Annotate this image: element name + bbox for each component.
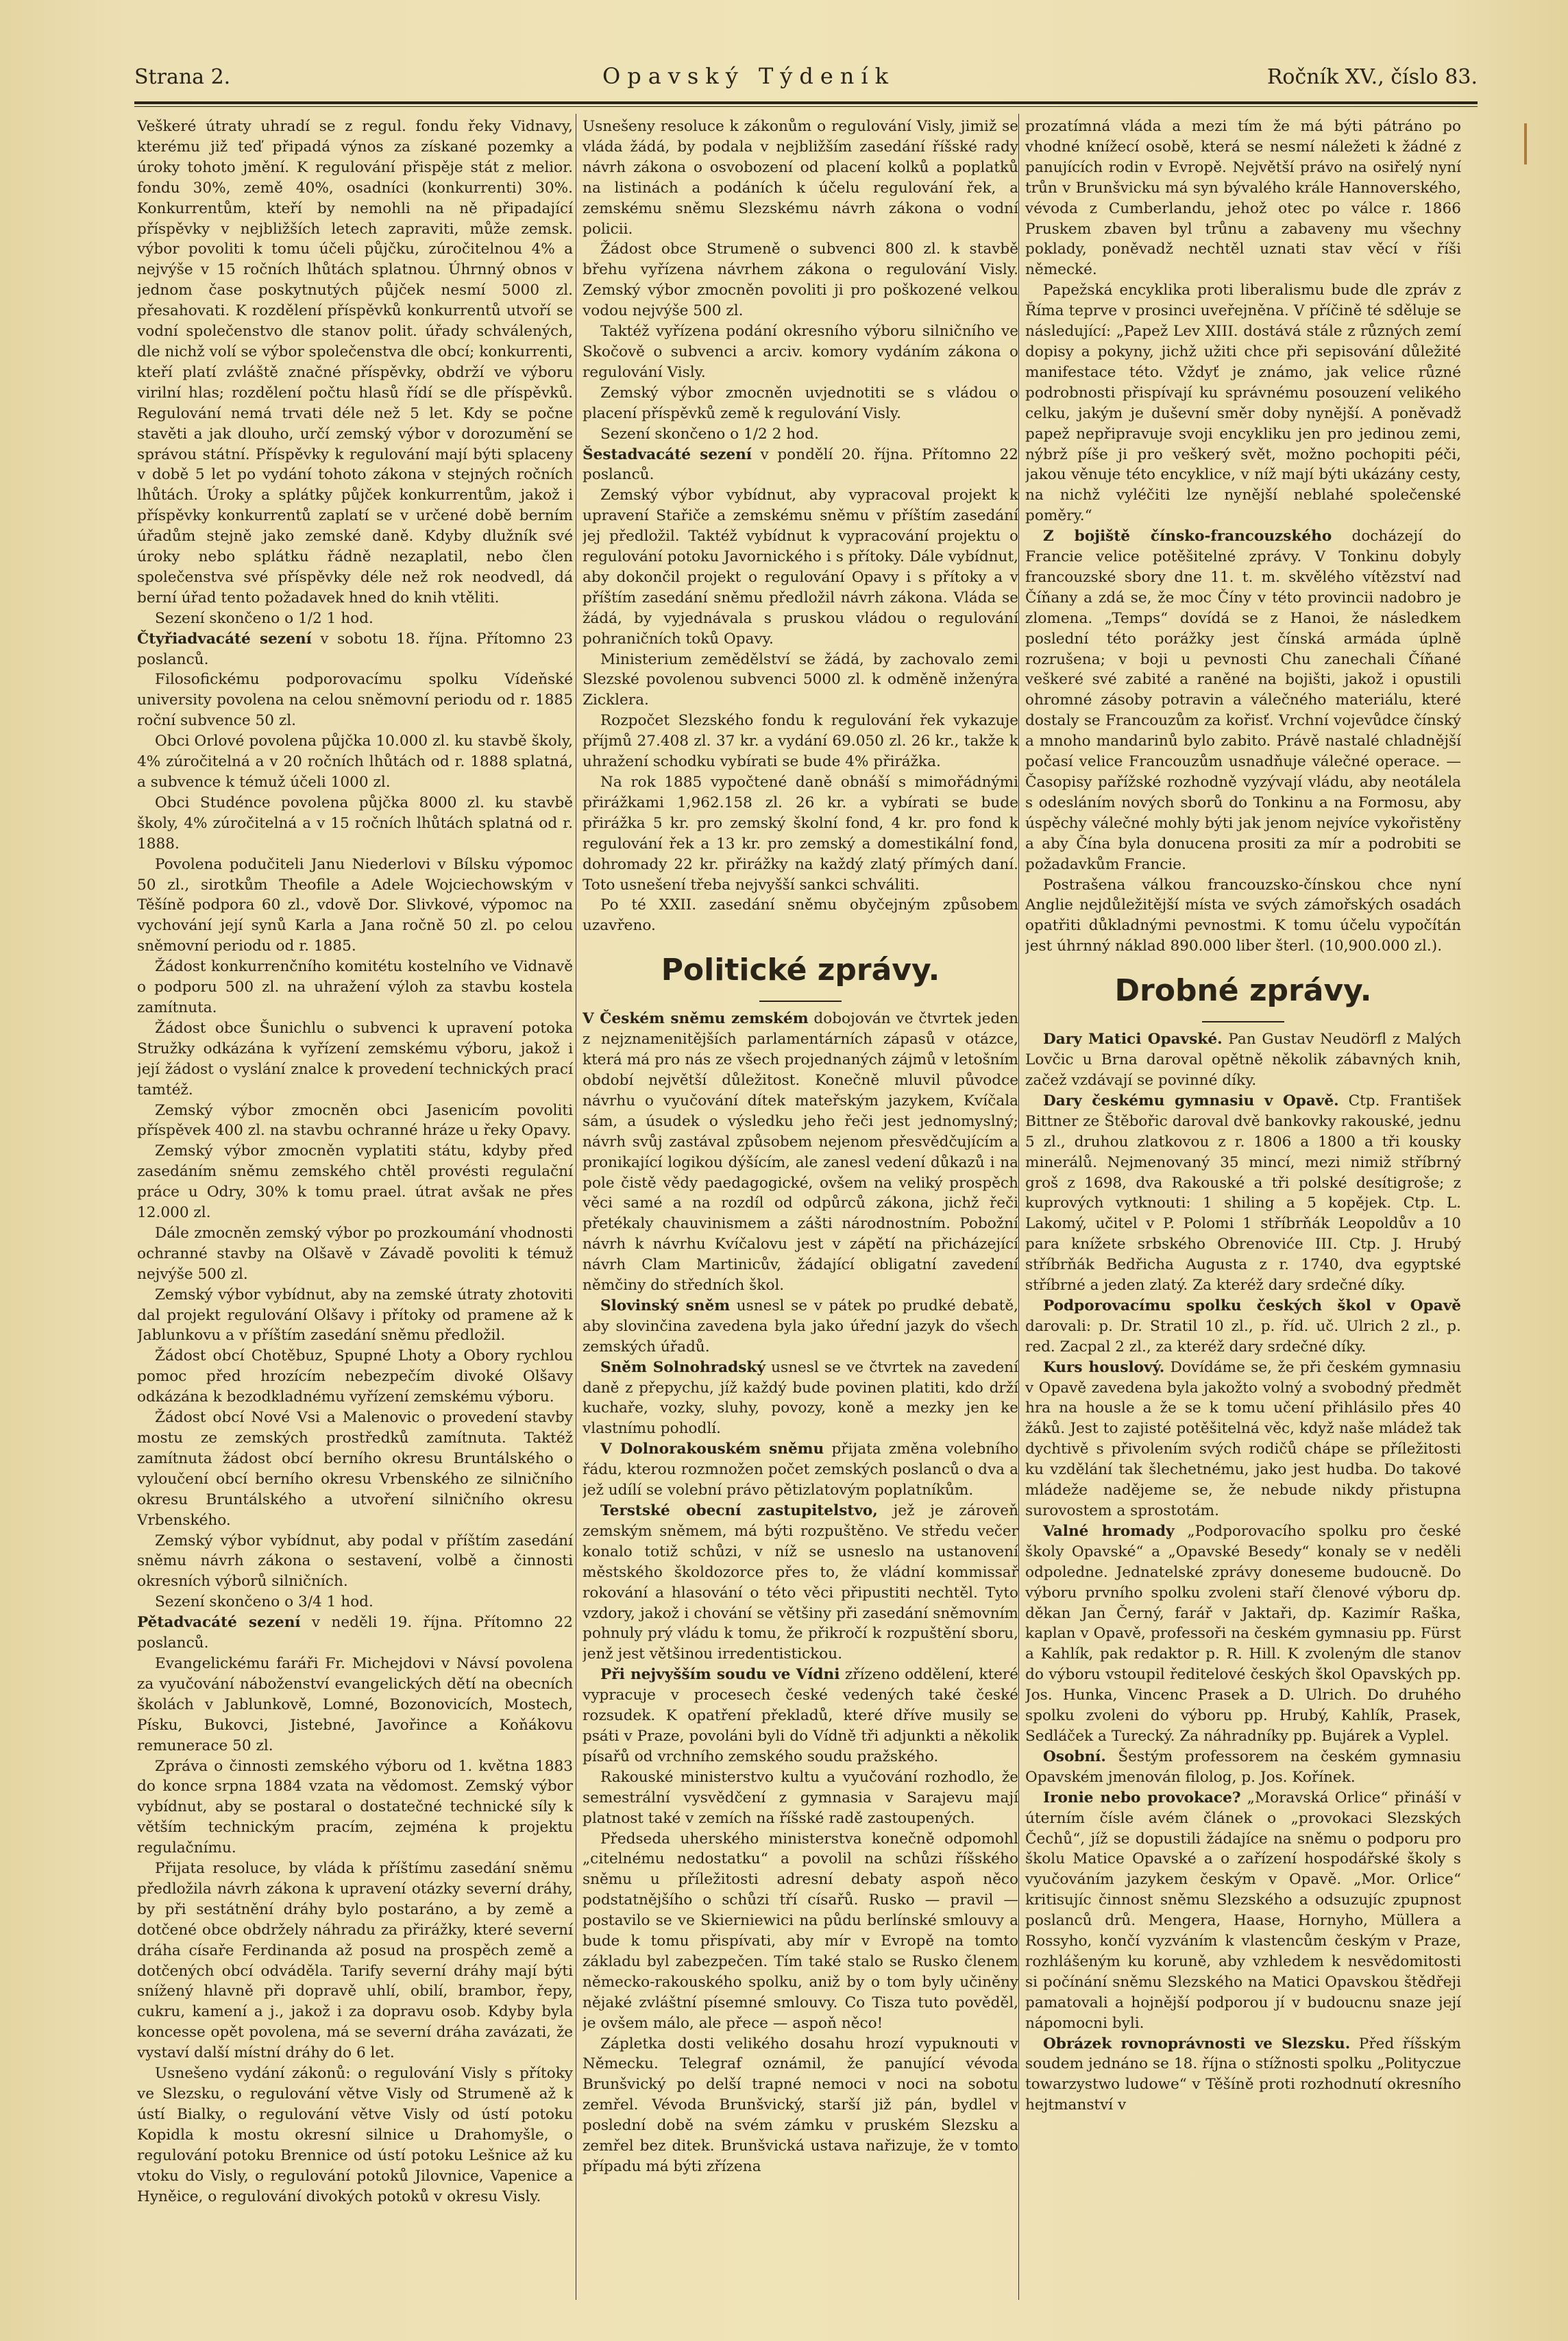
paragraph-text: prozatímná vláda a mezi tím že má býti pátráno po vhodné knížecí osobě, která se nesmí náležeti k žádné z panujících rodin v Evropě. Největší právo na osiřelý nyní trůn v Brunšvicku má syn bývalého krále Hannoverského, vévoda z Cumberlandu, jehož otec po válce r. 1866 Pruskem zbaven byl trůnu a zabaveny mu všechny poklady, poněvadž nechtěl uznati stav věcí v říši německé. [1025,118,1461,279]
paragraph-text: Na rok 1885 vypočtené daně obnáší s mimořádnými přirážkami 1,962.158 zl. 26 kr. a vybírati se bude přirážka 5 kr. pro zemský školní fond, 4 kr. pro fond k regulování řek a 13 kr. pro zemský a domestikální fond, dohromady 22 kr. přirážky na každý zlatý přímých daní. Toto usnešení třeba nejvyšší sankci schváliti. [583,774,1018,894]
paragraph [137,609,573,629]
paragraph [583,1501,1018,1665]
paragraph [583,1439,1018,1501]
paragraph-lead: Obrázek rovnoprávnosti ve Slezsku. [1043,2035,1351,2052]
margin-stain [1524,123,1527,164]
paragraph-text: Veškeré útraty uhradí se z regul. fondu řeky Vidnavy, kterému již teď připadá výnos za získané pozemky a úroky tohoto jmění. K regulování přispěje stát z melior. fondu 30%, země 40%, osadníci (konkurrenti) 30%. Konkurrentům, kteří by nemohli na ně připadající příspěvky v nejbližších letech zapraviti, může zemsk. výbor povoliti k tomu účeli půjčku, zúročitelnou 4% a nejvýše v 15 ročních lhůtách splatnou. Úhrnný obnos v jednom čase poskytnutých půjček nesmí 5000 zl. přesahovati. K rozdělení příspěvků konkurrentů utvoří se vodní společenstvo dle stanov polit. úřady schválených, dle nichž volí se výbor společenstva dle obcí; konkurrenti, kteří platí zvláště značné příspěvky, obdrží ve výboru virilní hlas; rozdělení počtu hlasů řídí se dle příspěvků. Regulování nemá trvati déle než 5 let. Kdy se počne stavěti a jak dlouho, určí zemský výbor v dorozumění se správou státní. Příspěvky k regulování mají býti splaceny v době 5 let po vydání tohoto zákona v stejných ročních lhůtách. Úroky a splátky půjček konkurrentům, jakož i příspěvky konkurrentů zaplatí se v určené době berním úřadům stejně jako zemské daně. Kdyby dlužník své úroky nebo splátku řádně nezaplatil, nebo člen společenstva své příspěvky déle než rok neodvedl, dá berní úřad tento požadavek hned do knih vtěliti. [137,118,573,606]
column-2 [583,117,1018,2309]
paragraph-text: usnesl se ve čtvrtek na zavedení daně z přepychu, jíž každý bude povinen platiti, kdo drží kuchaře, vozky, sluhy, povozy, koně a mezky jen ke vlastnímu pohodlí. [583,1358,1018,1438]
paragraph-lead: Kurs houslový. [1043,1358,1165,1376]
paragraph [137,1654,573,1756]
paragraph [583,1009,1018,1296]
paragraph-text: Zemský výbor vybídnut, aby podal v příštím zasedání sněmu návrh zákona o sestavení, volbě a činnosti okresních výborů silničních. [137,1532,573,1591]
section-rule [1202,1021,1284,1022]
paragraph [137,793,573,855]
paragraph-lead: Při nejvyšším soudu ve Vídni [600,1666,840,1684]
paragraph-text: Dále zmocněn zemský výbor po prozkoumání vhodnosti ochranné stavby na Olšavě v Závadě povoliti k témuž nejvýše 500 zl. [137,1224,573,1283]
paragraph-text: Žádost obce Strumeně o subvenci 800 zl. k stavbě břehu vyřízena návrhem zákona o regulování Visly. Zemský výbor zmocněn povoliti ji pro poškozené velkou vodou nejvýše 500 zl. [583,241,1018,320]
paragraph [1025,1029,1461,1091]
paragraph [583,383,1018,424]
paragraph-text: Evangelickému faráři Fr. Michejdovi v Návsí povolena za vyučování náboženství evangelických dětí na obecních školách v Jablunkově, Lomné, Bozonovicích, Mostech, Písku, Bukovci, Jistebné, Javořince a Koňákovu remunerace 50 zl. [137,1654,573,1754]
paragraph-text: Sezení skončeno o 1/2 2 hod. [600,425,819,443]
paragraph-lead: Šestadvacáté sezení [583,445,752,463]
paragraph-lead: Pětadvacáté sezení [137,1614,301,1632]
paragraph-text: Předseda uherského ministerstva konečně odpomohl „citelnému nedostatku“ a povolil na schůzi říšského sněmu u příležitosti adresní debaty aspoň něco podstatnějšího o schůzi tří císařů. Rusko — pravil — postavilo se ve Skierniewici na půdu berlínské smlouvy a bude k tomu přispívati, aby mír v Evropě na tomto základu byl zabezpečen. Tím také stalo se Rusko členem německo-rakouského spolku, aniž by o tom byly učiněny nějaké zvláštní písemné smlouvy. Co Tisza tuto pověděl, je ovšem málo, ale přece — aspoň něco! [583,1830,1018,2032]
paragraph [1025,117,1461,280]
paragraph-text: Pan Gustav Neudörfl z Malých Lovčic u Brna daroval opětně několik zábavných knih, začež vzdávají se povinné díky. [1025,1031,1461,1089]
paragraph [583,445,1018,486]
paragraph-text: Před říšským soudem jednáno se 18. října o stížnosti spolku „Polityczue towarzystwo ludowe“ v Těšíně proti rozhodnutí okresního hejtmanství v [1025,2035,1461,2114]
paragraph-text: Šestým professorem na českém gymnasiu Opavském jmenován filolog, p. Jos. Kořínek. [1025,1748,1461,1786]
paragraph-text: „Podporovacího spolku pro české školy Opavské“ a „Opavské Besedy“ konaly se v neděli odpoledne. Jednatelské zprávy doneseme budoucně. Do výboru prvního spolku zvoleni staří členové výboru dp. děkan Jan Černý, farář v Jaktaři, dp. Kazimír Raška, kaplan v Opavě, professoři na českém gymnasiu pp. Fürst a Kahlík, pak redaktor p. R. Hill. K zvoleným dle stanov do výboru vstoupil ředitelové českých škol Opavských pp. Jos. Hunka, Vincenc Prasek a D. Ulrich. Do druhého spolku zvoleni do výboru pp. Hrubý, Kahlík, Prasek, Sedláček a Turecký. Za náhradníky pp. Bujárek a Vyplel. [1025,1522,1461,1745]
paragraph-text: Zemský výbor vybídnut, aby vypracoval projekt k upravení Stařiče a zemskému sněmu v příštím zasedání jej předložil. Taktéž vybídnut k vypracování projektu o regulování potoku Javornického i s přítoky. Dále vybídnut, aby dokončil projekt o regulování Opavy i s přítoky a v příštím zasedání sněmu předložil návrh zákona. Vláda se žádá, by vyjednávala s pruskou vládou o regulování pohraničních toků Opavy. [583,487,1018,648]
paragraph-lead: Valné hromady [1043,1522,1175,1540]
paragraph-text: docházejí do Francie velice potěšitelné zprávy. V Tonkinu dobyly francouzské sbory dne 11. t. m. skvělého vítězství nad Číňany a zdá se, že moc Číny v této provincii nadobro je zlomena. „Temps“ dovídá se z Hanoi, že následkem poslední této porážky jest čínská armáda úplně rozrušena; v boji u pevnosti Chu zanechali Číňané veškeré své zabité a raněné na bojišti, jakož i opustili ohromné zásoby potravin a válečného materiálu, které dostaly se Francouzům za kořisť. Vrchní vojevůdce čínský a mnoho mandarinů bylo zabito. Právě nastalé chladnější počasí velice Francouzům usnadňuje válečné operace. — Časopisy pařížské rozhodně vyzývají vládu, aby neotálela s odesláním nových sborů do Tonkinu a na Formosu, aby úspěchy válečné mohly býti jak jenom nejvíce vykořistěny a aby Čína byla donucena prositi za mír a podrobiti se požadavkům Francie. [1025,528,1461,873]
paragraph [137,1018,573,1101]
paragraph-lead: Dary českému gymnasiu v Opavě. [1043,1092,1339,1110]
paragraph-text: Zpráva o činnosti zemského výboru od 1. května 1883 do konce srpna 1884 vzata na vědomost. Zemský výbor vybídnut, aby se postaral o dostatečné technické síly k větším technickým pracím, zejména k projektu regulačnímu. [137,1757,573,1857]
paragraph [583,1358,1018,1440]
paragraph-text: Rozpočet Slezského fondu k regulování řek vykazuje příjmů 27.408 zl. 37 kr. a vydání 69.050 zl. 26 kr., takže k uhražení schodku vybírati se bude 4% přirážka. [583,712,1018,771]
column-divider [1018,114,1019,2300]
paragraph-text: zřízeno oddělení, které vypracuje v procesech české vedených také české rozsudek. K opatření překladů, které dříve musily se psáti v Praze, povoláni byli do Vídně tři adjunkti a několik písařů od vrchního zemského soudu pražského. [583,1666,1018,1765]
paragraph [583,895,1018,936]
paragraph-text: Žádost obce Šunichlu o subvenci k upravení potoka Stružky odkázána k vyřízení zemskému výboru, jakož i její žádost o vyslání znalce k provedení technických prací tamtéž. [137,1019,573,1099]
paragraph [1025,280,1461,526]
article-sessions [137,117,573,2207]
paragraph-text: Žádost obcí Nové Vsi a Malenovic o provedení stavby mostu ze zemských prostředků zamítnuta. Taktéž zamítnuta žádost obcí berního okresu Bruntálského o vyloučení obcí berního okresu Vrbenského ze silničního okresu Bruntálského a utvoření silničního okresu Vrbenského. [137,1409,573,1529]
paragraph-text: Dovídáme se, že při českém gymnasiu v Opavě zavedena byla jakožto volný a svobodný předmět hra na housle a že se k tomu učení přihlásilo přes 40 žáků. Jest to zajisté potěšitelná věc, když naše mládež tak dychtivě s přivolením svých rodičů chápe se příležitosti ku vzdělání tak šlechetnému, jako jest hudba. Do takové mládeže nadějeme se, že nebude nikdy přistupna surovostem a sprostotám. [1025,1358,1461,1519]
paragraph-lead: Čtyřiadvacáté sezení [137,630,312,648]
paragraph [137,855,573,957]
paragraph [1025,1091,1461,1296]
short-news [1025,1029,1461,2116]
paragraph [583,1767,1018,1829]
paragraph-text: dobojován ve čtvrtek jeden z nejznamenitějších parlamentárních zápasů v otázce, která má pro nás ze všech projednaných zájmů v letošním období největší důležitost. Konečně mluvil původce návrhu o vyučování dítek mateřským jazykem, Kvíčala sám, a úsudek o výsledku jeho řeči jest jednomyslný; návrh svůj zastával způsobem nejenom přesvědčujícím a pronikající logikou dýšícím, ale zanesl vedení důkazů i na pole čistě vědy paedagogické, ovšem na veliký prospěch věci samé a na rozdíl od odpůrců zákona, jichž řeči přetékaly chauvinismem a zášti národnostním. Pobožní návrh k návrhu Kvíčalovu jest v zápětí na přicházející návrh Clam Martinicův, žádající obligatní zavedení němčiny do středních škol. [583,1010,1018,1295]
paragraph [583,321,1018,383]
paragraph [583,485,1018,649]
paragraph [583,424,1018,445]
paragraph [1025,526,1461,874]
political-news-continued [1025,117,1461,957]
paragraph [583,711,1018,772]
paragraph-text: darovali: p. Dr. Stratil 10 zl., p. říd. uč. Ulrich 2 zl., p. red. Zacpal 2 zl., za kteréž dary srdečné díky. [1025,1317,1461,1356]
paragraph-text: Povolena podučiteli Janu Niederlovi v Bílsku výpomoc 50 zl., sirotkům Theofile a Adele Wojciechowským v Těšíně podpora 60 zl., vdově Dor. Slivkové, výpomoc na vychování její synů Karla a Jana ročně 50 zl. po celou sněmovní periodu od r. 1885. [137,855,573,955]
paragraph-text: Zemský výbor zmocněn obci Jasenicím povoliti příspěvek 400 zl. na stavbu ochranné hráze u řeky Opavy. [137,1101,573,1140]
paragraph [1025,1296,1461,1358]
paragraph-text: Přijata resoluce, by vláda k příštímu zasedání sněmu předložila návrh zákona k upravení otázky severní dráhy, by při sestátnění dráhy bylo postaráno, a by země a dotčené obce obdržely náhradu za přirážky, které severní dráha císaře Ferdinanda až posud na prospěch země a dotčených obcí odváděla. Tarify severní dráhy mají býti snížený hlavně při dopravě uhlí, obilí, brambor, řepy, cukru, kamení a j., jakož i za dopravu osob. Kdyby byla koncesse opět povolena, má se severní dráha zavázati, že vystaví další místní dráhy do 6 let. [137,1860,573,2062]
paragraph [137,1859,573,2063]
paragraph [137,2063,573,2207]
paragraph-text: Usnešeno vydání zákonů: o regulování Visly s přítoky ve Slezsku, o regulování větve Visly od Strumeně až k ústí Bialky, o regulování větve Visly od ústí potoku Kopidla k mostu okresní silnice u Drahomyšle, o regulování potoku Brennice od ústí potoku Lešnice až ku vtoku do Visly, o regulování potoků Jilovnice, Vapenice a Hyněice, o regulování divokých potoků v okresu Visly. [137,2065,573,2205]
paragraph [137,1531,573,1593]
column-1 [137,117,573,2309]
paragraph-text: Zemský výbor vybídnut, aby na zemské útraty zhotoviti dal projekt regulování Olšavy i přítoky od pramene až k Jablunkovu a v příštím zasedání sněmu předložil. [137,1286,573,1345]
paragraph-text: v sobotu 18. října. Přítomno 23 poslanců. [137,630,573,668]
paragraph-lead: Osobní. [1043,1748,1106,1765]
paragraph [137,117,573,609]
paragraph [137,1141,573,1223]
paragraph-text: v neděli 19. října. Přítomno 22 poslanců. [137,1614,573,1652]
paragraph-text: Obci Orlové povolena půjčka 10.000 zl. ku stavbě školy, 4% zúročitelná a v 20 ročních lhůtách od r. 1888 splatná, a subvence k témuž účeli 1000 zl. [137,733,573,791]
paragraph [1025,1521,1461,1747]
newspaper-title: Opavský Týdeník [602,63,896,89]
paragraph [137,1756,573,1859]
page-header [134,63,1478,101]
paragraph-text: Sezení skončeno o 1/2 1 hod. [155,609,373,627]
paragraph [1025,1747,1461,1788]
page-number: Strana 2. [134,65,231,89]
paragraph [1025,2034,1461,2116]
paragraph [137,957,573,1018]
paragraph-text: Rakouské ministerstvo kultu a vyučování rozhodlo, že semestrální vysvědčení z gymnasia v Sarajevu mají platnost také v zemích na říšské radě zastoupených. [583,1768,1018,1827]
volume-issue: Ročník XV., číslo 83. [1266,65,1478,89]
paragraph [137,1285,573,1347]
header-rule [134,101,1478,104]
paragraph-lead: Podporovacímu spolku českých škol v Opavě [1043,1297,1461,1314]
paragraph-lead: Slovinský sněm [600,1297,731,1314]
paragraph [137,1613,573,1654]
paragraph [137,1592,573,1613]
paragraph-lead: V Českém sněmu zemském [583,1010,809,1028]
paragraph-lead: Dary Matici Opavské. [1043,1031,1223,1049]
paragraph-lead: Ironie nebo provokace? [1043,1789,1241,1806]
paragraph-lead: Z bojiště čínsko-francouzského [1043,528,1332,546]
paragraph-text: Sezení skončeno o 3/4 1 hod. [155,1593,373,1611]
paragraph [583,650,1018,711]
paragraph-text: Žádost konkurrenčního komitétu kostelního ve Vidnavě o podporu 500 zl. na uhražení výloh za stavbu kostela zamítnuta. [137,958,573,1016]
paragraph [137,1101,573,1142]
political-news [583,1009,1018,2177]
paragraph [583,2034,1018,2177]
paragraph-lead: Terstské obecní zastupitelstvo, [600,1502,878,1519]
paragraph [583,239,1018,321]
paragraph-text: Ministerium zemědělství se žádá, by zachovalo zemi Slezské povolenou subvenci 5000 zl. k odměně inženýra Zicklera. [583,650,1018,709]
paragraph [137,670,573,731]
paragraph-text: Postrašena válkou francouzsko-čínskou chce nyní Anglie nejdůležitější místa ve svých zámořských osadách opatřiti důkladnými pevnostmi. K tomu účelu vypočítán jest úhrnný náklad 890.000 liber šterl. (10,900.000 zl.). [1025,876,1461,955]
article-sessions-continued [583,117,1018,936]
paragraph [1025,1358,1461,1521]
paragraph-text: přijata změna volebního řádu, kterou rozmnožen počet zemských poslanců o dva a jež udílí se volební právo pětizlatovým poplatníkům. [583,1441,1018,1499]
section-heading-drobne: Drobné zprávy. [1114,973,1372,1009]
paragraph-text: Ctp. František Bittner ze Štěbořic daroval dvě bankovky rakouské, jednu 5 zl., druhou zlatkovou z r. 1806 a 1800 a tři kousky minerálů. Nejmenovaný 35 mincí, mezi nimiž stříbrný groš z 1698, dva Rakouské a tři polské desítigroše; z kuprových vytknouti: 1 shiling a 5 kopějek. Ctp. L. Lakomý, učitel v P. Polomi 1 stříbrňák Leopoldův a 10 para knížete srbského Obrenoviće III. Ctp. J. Hrubý stříbrňák Bedřicha Augusta z r. 1740, dva egyptské stříbrné a jeden zlatý. Za kteréž dary srdečné díky. [1025,1092,1461,1295]
paragraph-text: Zemský výbor zmocněn uvjednotiti se s vládou o placení příspěvků země k regulování Visly. [583,384,1018,422]
paragraph-text: jež je zároveň zemským sněmem, má býti rozpuštěno. Ve středu večer konalo totiž schůzi, v níž se usneslo na ustanovení městského školdozorce přes to, že vládní kommissař rokování a hlasování o této věci připustiti nechtěl. Tyto vzdory, jakož i chování se většiny při zasedání sněmovním pohnuly prý vládu k tomu, že přikročí k rozpuštění sboru, jenž jest většinou irredentistickou. [583,1502,1018,1663]
paragraph [583,772,1018,895]
paragraph [137,1346,573,1408]
paragraph [583,1665,1018,1767]
paragraph-lead: V Dolnorakouském sněmu [600,1441,824,1458]
paragraph-lead: Sněm Solnohradský [600,1358,765,1376]
paragraph [583,117,1018,239]
paragraph-text: Usnešeny resoluce k zákonům o regulování Visly, jimiž se vláda žádá, by podala v nejbližším zasedání říšské rady návrh zákona o osvobození od placení kolků a poplatků na listinách a podáních k účelu regulování řek, a zemskému sněmu Slezskému návrh zákona o vodní policii. [583,118,1018,238]
paragraph [1025,875,1461,957]
paragraph [137,731,573,793]
paragraph-text: Filosofickému podporovacímu spolku Vídeňské university povolena na celou sněmovní periodu od r. 1885 roční subvence 50 zl. [137,671,573,730]
paragraph [583,1829,1018,2034]
paragraph [137,629,573,670]
paragraph-text: v pondělí 20. října. Přítomno 22 poslanců. [583,445,1018,484]
section-heading-politicke: Politické zprávy. [661,953,940,988]
paragraph-text: Taktéž vyřízena podání okresního výboru silničního ve Skočově o subvenci a arciv. komory vydáním zákona o regulování Visly. [583,323,1018,381]
paragraph [137,1223,573,1285]
header-rule-thin [134,106,1478,107]
paragraph [1025,1788,1461,2034]
paragraph [583,1296,1018,1358]
paragraph-text: Papežská encyklika proti liberalismu bude dle zpráv z Říma teprve v prosinci uveřejněna. V příčině té sděluje se následující: „Papež Lev XIII. dostává stále z různých zemí dopisy a pokyny, jichž užiti chce při sepisování důležité manifestace této. Vždyť je známo, jak velice různé podrobnosti přispívají ku správnému posouzení velikého celku, jakým je duševní směr doby nynější. A poněvadž papež nepřipravuje svoji encykliku jen pro jedinou zemi, nýbrž píše ji pro veškerý svět, možno pochopiti péči, jakou věnuje této encyklice, v níž mají býti ukázány cesty, na nichž vyléčiti lze nynější neblahé společenské poměry.“ [1025,282,1461,525]
paragraph-text: Po té XXII. zasedání sněmu obyčejným způsobem uzavřeno. [583,896,1018,935]
paragraph-text: Žádost obcí Chotěbuz, Spupné Lhoty a Obory rychlou pomoc před hrozícím nebezpečím divoké Olšavy odkázána k bezodkladnému vyřízení zemskému výboru. [137,1347,573,1406]
paragraph-text: Zemský výbor zmocněn vyplatiti státu, kdyby před zasedáním sněmu zemského chtěl provésti regulační práce u Odry, 30% k tomu prael. útrat avšak ne přes 12.000 zl. [137,1142,573,1222]
paragraph-text: Obci Studénce povolena půjčka 8000 zl. ku stavbě školy, 4% zúročitelná a v 15 ročních lhůtách splatná od r. 1888. [137,794,573,853]
column-3 [1025,117,1461,2309]
paragraph [137,1408,573,1530]
paragraph-text: Zápletka dosti velikého dosahu hrozí vypuknouti v Německu. Telegraf oznámil, že panující vévoda Brunšvický po delší trapné nemoci v noci na sobotu zemřel. Vévoda Brunšvický, starší již pán, bydlel v poslední době na svém zámku v pruském Slezsku a zemřel bez ditek. Brunšvická ustava nařizuje, že v tomto případu má býti zřízena [583,2035,1018,2175]
paragraph-text: „Moravská Orlice“ přináší v úterním čísle avém článek o „provokaci Slezských Čechů“, jíž se dopustili žádajíce na sněmu o podporu pro školu Matice Opavské a o zařízení hospodářské školy s vyučováním jazykem českým v Opavě. „Mor. Orlice“ kritisujíc činnost sněmu Slezského a odsuzujíc zpupnost poslanců drů. Mengera, Haase, Hornyho, Müllera a Rossyho, končí vyzváním k vlastencům českým v Praze, rozhlášeným ku koruně, aby vzhledem k nesvědomitosti si počínání sněmu Slezského na Matici Opavskou štědřeji pamatovali a hojnější podporou jí v budoucnu snaze její nápomocni byli. [1025,1789,1461,2032]
section-rule [759,1001,842,1002]
paragraph-text: usnesl se v pátek po prudké debatě, aby slovinčina zavedena byla jako úřední jazyk do všech zemských úřadů. [583,1297,1018,1356]
